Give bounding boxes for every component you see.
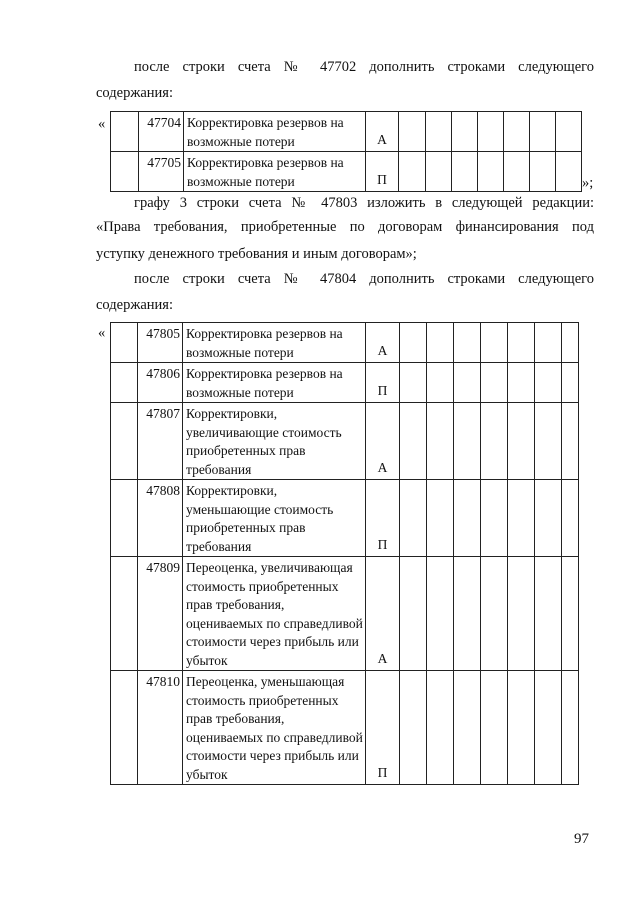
empty-cell <box>562 363 579 403</box>
account-number: 47810 <box>138 671 183 785</box>
table-row <box>111 112 582 152</box>
empty-cell <box>399 112 426 152</box>
empty-cell <box>400 363 427 403</box>
blank-cell <box>111 363 138 403</box>
account-name: Переоценка, увеличивающая стоимость приобретенных прав требования, оцениваемых по справедливой стоимости через прибыль или убыток <box>183 557 366 671</box>
account-name: Корректировка резервов на возможные потери <box>183 363 366 403</box>
empty-cell <box>535 403 562 480</box>
account-character: П <box>366 480 400 557</box>
empty-cell <box>426 152 452 192</box>
account-number: 47805 <box>138 323 183 363</box>
empty-cell <box>535 671 562 785</box>
empty-cell <box>535 363 562 403</box>
empty-cell <box>454 323 481 363</box>
paragraph-4-line-2: содержания: <box>96 297 174 313</box>
account-table-2 <box>110 322 579 785</box>
empty-cell <box>478 112 504 152</box>
empty-cell <box>481 480 508 557</box>
page-number: 97 <box>574 831 589 847</box>
account-name: Корректировка резервов на возможные потери <box>183 323 366 363</box>
account-character: А <box>366 557 400 671</box>
empty-cell <box>530 112 556 152</box>
empty-cell <box>535 557 562 671</box>
empty-cell <box>508 671 535 785</box>
empty-cell <box>400 671 427 785</box>
blank-cell <box>111 152 139 192</box>
account-name: Корректировки, увеличивающие стоимость приобретенных прав требования <box>183 403 366 480</box>
empty-cell <box>535 323 562 363</box>
blank-cell <box>111 480 138 557</box>
empty-cell <box>508 363 535 403</box>
table1-close-quote: »; <box>582 175 594 191</box>
empty-cell <box>481 671 508 785</box>
table-row <box>111 363 579 403</box>
blank-cell <box>111 671 138 785</box>
empty-cell <box>427 671 454 785</box>
paragraph-1-line-1: после строки счета № 47702 дополнить строками следующего <box>134 59 594 75</box>
empty-cell <box>562 671 579 785</box>
paragraph-4-line-1: после строки счета № 47804 дополнить строками следующего <box>134 271 594 287</box>
account-table-1 <box>110 111 582 192</box>
empty-cell <box>399 152 426 192</box>
empty-cell <box>478 152 504 192</box>
empty-cell <box>504 112 530 152</box>
table-row <box>111 403 579 480</box>
table-row <box>111 671 579 785</box>
empty-cell <box>452 152 478 192</box>
empty-cell <box>454 557 481 671</box>
empty-cell <box>562 557 579 671</box>
empty-cell <box>556 112 582 152</box>
empty-cell <box>426 112 452 152</box>
empty-cell <box>481 323 508 363</box>
blank-cell <box>111 403 138 480</box>
paragraph-2: графу 3 строки счета № 47803 изложить в следующей редакции: <box>134 195 594 211</box>
empty-cell <box>508 323 535 363</box>
empty-cell <box>400 557 427 671</box>
empty-cell <box>481 557 508 671</box>
account-number: 47807 <box>138 403 183 480</box>
account-name: Переоценка, уменьшающая стоимость приобретенных прав требования, оцениваемых по справедливой стоимости через прибыль или убыток <box>183 671 366 785</box>
empty-cell <box>481 403 508 480</box>
empty-cell <box>400 403 427 480</box>
table1-open-quote: « <box>98 116 106 132</box>
empty-cell <box>454 480 481 557</box>
empty-cell <box>454 403 481 480</box>
account-character: П <box>366 152 399 192</box>
account-number: 47705 <box>139 152 184 192</box>
account-number: 47806 <box>138 363 183 403</box>
paragraph-3-line-2: уступку денежного требования и иным договорам»; <box>96 246 417 262</box>
account-character: П <box>366 671 400 785</box>
empty-cell <box>508 480 535 557</box>
table-row <box>111 152 582 192</box>
empty-cell <box>530 152 556 192</box>
account-number: 47809 <box>138 557 183 671</box>
empty-cell <box>454 671 481 785</box>
table-row <box>111 557 579 671</box>
paragraph-1-line-2: содержания: <box>96 85 174 101</box>
blank-cell <box>111 112 139 152</box>
empty-cell <box>508 557 535 671</box>
empty-cell <box>427 403 454 480</box>
empty-cell <box>427 480 454 557</box>
empty-cell <box>427 363 454 403</box>
account-character: А <box>366 323 400 363</box>
empty-cell <box>400 323 427 363</box>
empty-cell <box>427 323 454 363</box>
paragraph-3-line-1: «Права требования, приобретенные по договорам финансирования под <box>96 219 594 235</box>
empty-cell <box>508 403 535 480</box>
blank-cell <box>111 323 138 363</box>
empty-cell <box>427 557 454 671</box>
table2-body <box>111 323 579 785</box>
account-character: А <box>366 112 399 152</box>
account-character: А <box>366 403 400 480</box>
account-number: 47808 <box>138 480 183 557</box>
empty-cell <box>562 323 579 363</box>
empty-cell <box>562 480 579 557</box>
account-name: Корректировка резервов на возможные потери <box>184 112 366 152</box>
blank-cell <box>111 557 138 671</box>
table-row <box>111 480 579 557</box>
table-row <box>111 323 579 363</box>
empty-cell <box>535 480 562 557</box>
empty-cell <box>562 403 579 480</box>
account-character: П <box>366 363 400 403</box>
empty-cell <box>504 152 530 192</box>
account-name: Корректировка резервов на возможные потери <box>184 152 366 192</box>
empty-cell <box>481 363 508 403</box>
table2-open-quote: « <box>98 325 106 341</box>
empty-cell <box>452 112 478 152</box>
empty-cell <box>556 152 582 192</box>
empty-cell <box>400 480 427 557</box>
account-number: 47704 <box>139 112 184 152</box>
table1-body <box>111 112 582 192</box>
empty-cell <box>454 363 481 403</box>
account-name: Корректировки, уменьшающие стоимость приобретенных прав требования <box>183 480 366 557</box>
